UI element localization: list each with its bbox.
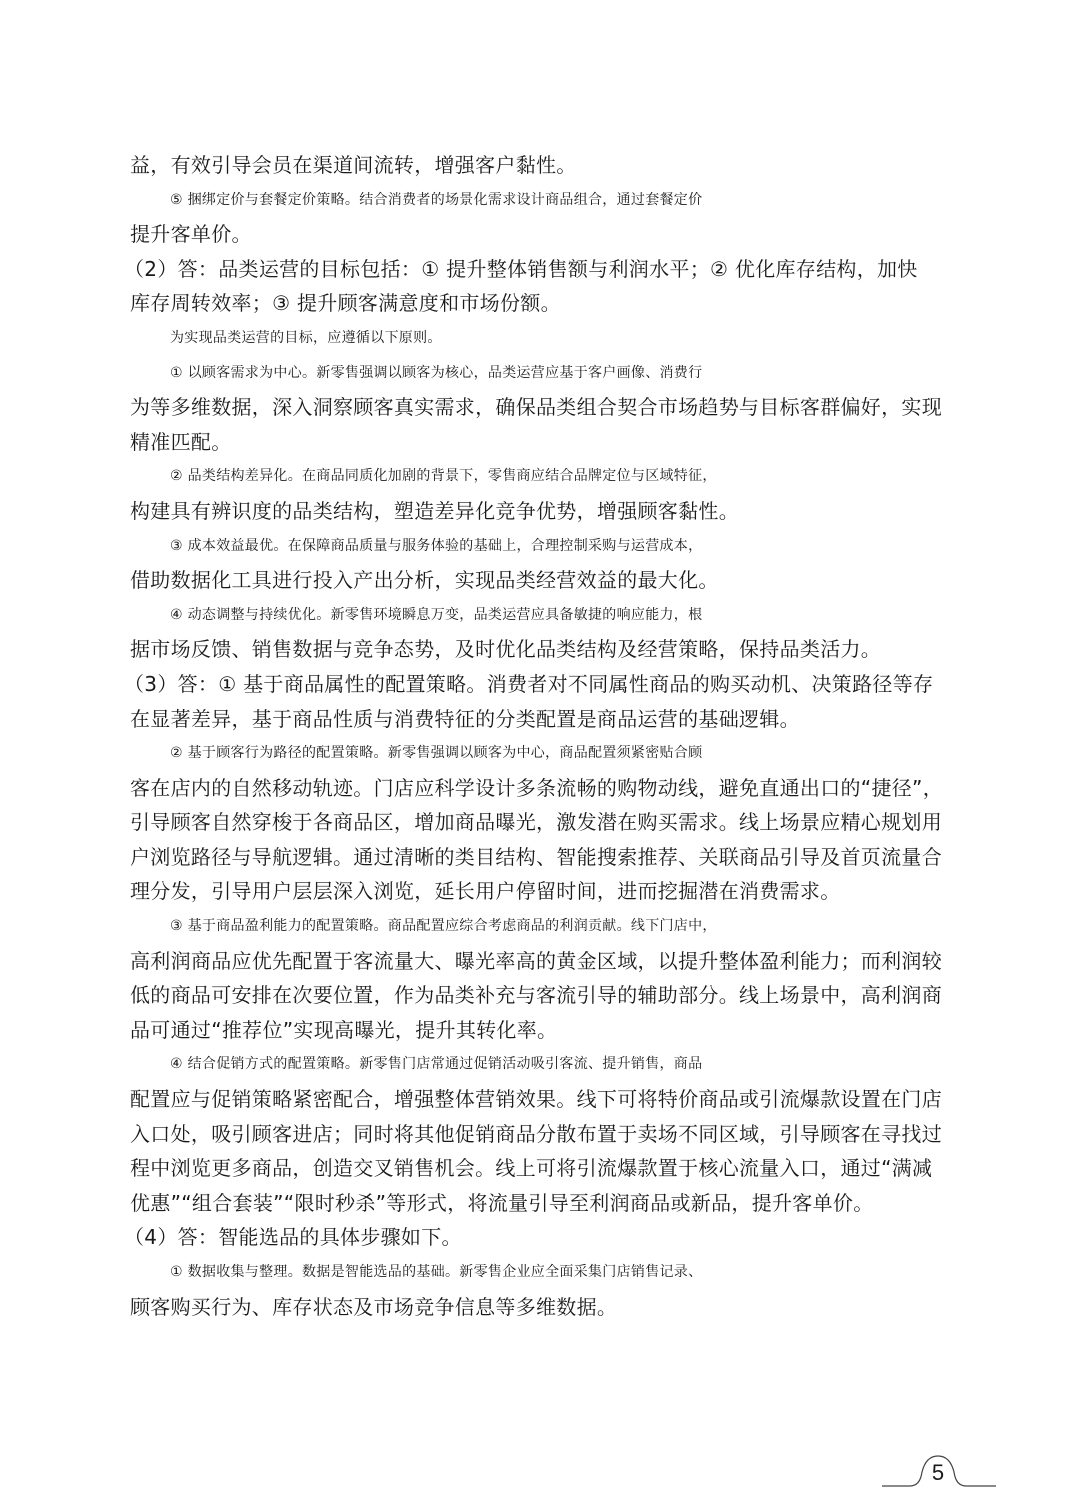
text-line: 引导顾客自然穿梭于各商品区，增加商品曝光，激发潜在购买需求。线上场景应精心规划用 [130,810,942,835]
page-footer [880,1450,1000,1500]
page-number: 5 [931,1460,945,1485]
text-line: ④ 结合促销方式的配置策略。新零售门店常通过促销活动吸引客流、提升销售，商品 [170,1056,703,1073]
answer-heading-line: （3）答：① 基于商品属性的配置策略。消费者对不同属性商品的购买动机、决策路径等存 [124,671,934,696]
answer-heading-line: （2）答：品类运营的目标包括：① 提升整体销售额与利润水平；② 优化库存结构，加快 [124,256,918,281]
text-line: ⑤ 捆绑定价与套餐定价策略。结合消费者的场景化需求设计商品组合，通过套餐定价 [170,191,703,208]
text-line: 理分发，引导用户层层深入浏览，延长用户停留时间，进而挖掘潜在消费需求。 [130,879,841,904]
text-line: 品可通过“推荐位”实现高曝光，提升其转化率。 [130,1017,558,1042]
text-line: ③ 基于商品盈利能力的配置策略。商品配置应综合考虑商品的利润贡献。线下门店中， [170,918,717,935]
text-line: 优惠”“组合套装”“限时秒杀”等形式，将流量引导至利润商品或新品，提升客单价。 [130,1190,874,1215]
text-line: 据市场反馈、销售数据与竞争态势，及时优化品类结构及经营策略，保持品类活力。 [130,637,882,662]
text-line: ① 数据收集与整理。数据是智能选品的基础。新零售企业应全面采集门店销售记录、 [170,1264,703,1280]
text-line: 提升客单价。 [130,222,252,247]
text-line: 顾客购买行为、库存状态及市场竞争信息等多维数据。 [130,1294,618,1319]
body-text [124,148,975,1324]
text-line: ② 品类结构差异化。在商品同质化加剧的背景下，零售商应结合品牌定位与区域特征， [170,468,717,485]
text-line: 客在店内的自然移动轨迹。门店应科学设计多条流畅的购物动线，避免直通出口的“捷径”， [130,775,944,800]
text-line: ③ 成本效益最优。在保障商品质量与服务体验的基础上，合理控制采购与运营成本， [170,537,703,554]
text-line: 低的商品可安排在次要位置，作为品类补充与客流引导的辅助部分。线上场景中，高利润商 [130,983,942,1008]
text-line: 为实现品类运营的目标，应遵循以下原则。 [170,329,442,346]
text-line: 库存周转效率；③ 提升顾客满意度和市场份额。 [130,291,561,316]
text-line: 益，有效引导会员在渠道间流转，增强客户黏性。 [130,153,577,177]
text-line: 程中浏览更多商品，创造交叉销售机会。线上可将引流爆款置于核心流量入口，通过“满减 [130,1156,933,1181]
text-line: 为等多维数据，深入洞察顾客真实需求，确保品类组合契合市场趋势与目标客群偏好，实现 [130,395,942,420]
text-line: 户浏览路径与导航逻辑。通过清晰的类目结构、智能搜索推荐、关联商品引导及首页流量合 [130,844,942,869]
answer-heading-line: （4）答：智能选品的具体步骤如下。 [124,1225,462,1250]
text-line: 精准匹配。 [130,429,232,454]
text-line: 构建具有辨识度的品类结构，塑造差异化竞争优势，增强顾客黏性。 [130,498,739,523]
text-line: 配置应与促销策略紧密配合，增强整体营销效果。线下可将特价商品或引流爆款设置在门店 [130,1087,942,1112]
text-line: ② 基于顾客行为路径的配置策略。新零售强调以顾客为中心，商品配置须紧密贴合顾 [170,745,703,762]
text-line: ④ 动态调整与持续优化。新零售环境瞬息万变，品类运营应具备敏捷的响应能力，根 [170,606,703,623]
text-line: 入口处，吸引顾客进店；同时将其他促销商品分散布置于卖场不同区域，引导顾客在寻找过 [130,1121,942,1146]
text-line: 借助数据化工具进行投入产出分析，实现品类经营效益的最大化。 [130,568,719,593]
text-line: 在显著差异，基于商品性质与消费特征的分类配置是商品运营的基础逻辑。 [130,706,800,731]
text-line: 高利润商品应优先配置于客流量大、曝光率高的黄金区域，以提升整体盈利能力；而利润较 [130,948,942,973]
text-line: ① 以顾客需求为中心。新零售强调以顾客为核心，品类运营应基于客户画像、消费行 [170,364,703,381]
